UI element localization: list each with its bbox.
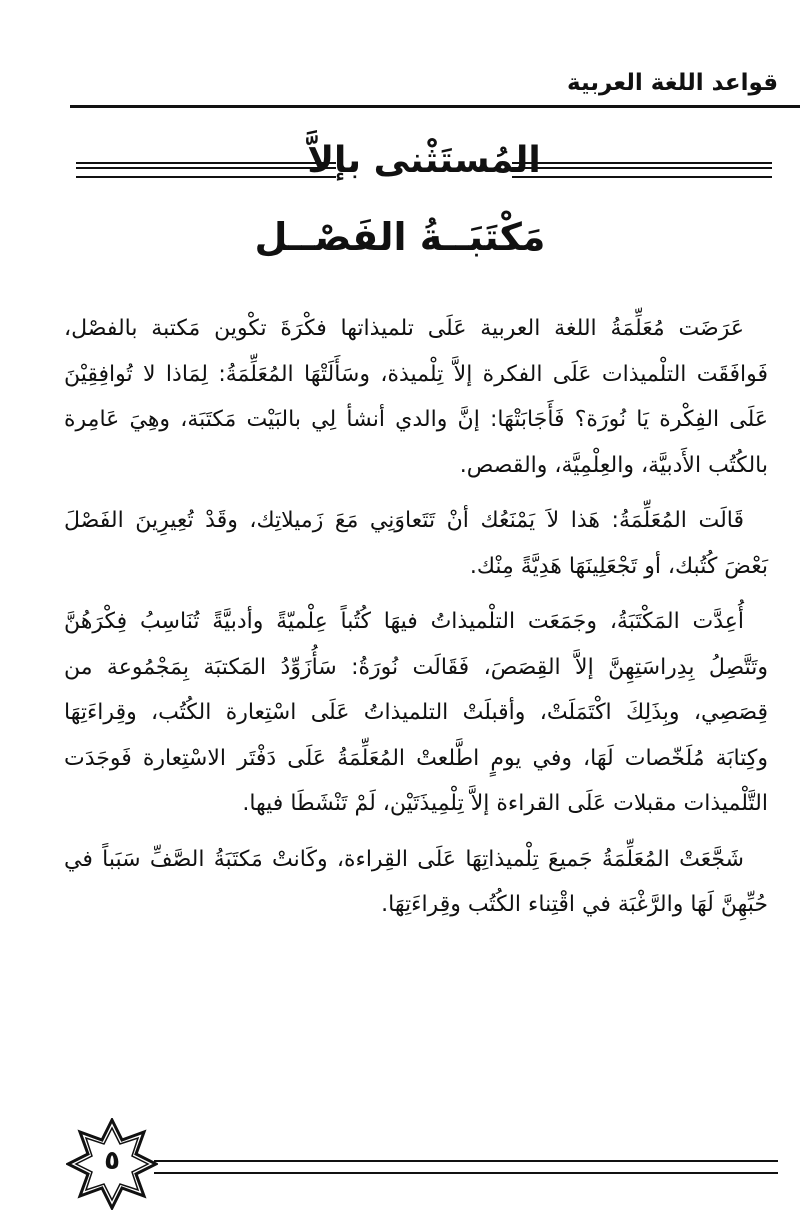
lesson-title: المُستَثْنى بإلاَّ [307, 140, 541, 181]
lesson-title-row [70, 140, 778, 190]
page-number: ٥ [104, 1146, 120, 1176]
page-footer [66, 1118, 778, 1208]
paragraph-3: أُعِدَّت المَكْتَبَةُ، وجَمَعَت التلْميذاتُ فيهَا كُتُباً عِلْميّةً وأدبيَّةً تُنَاسِبُ فِكْرَهُنَّ وتَتَّصِلُ بِدِراسَتِهِنَّ إلاَّ القِصَصَ، فَقَالَت نُورَةُ: سَأُزَوِّدُ المَكتبَة بِمَجْمُوعة من قِصَصِي، وبِذَلِكَ اكْتَمَلَتْ، وأقبلَتْ التلميذاتُ عَلَى اسْتِعارة الكُتُب، وقِراءَتِهَا وكِتابَة مُلَخّصات لَهَا، وفي يومٍ اطَّلعتْ المُعَلِّمَةُ عَلَى دَفْتَر الاسْتِعارة فَوجَدَت التَّلْميذات مقبلات عَلَى القراءة إلاَّ تِلْمِيذَتَيْن، لَمْ تَنْشَطَا فيها. [64, 609, 768, 816]
page-header [70, 66, 778, 106]
title-ornament-line-right [512, 162, 772, 178]
header-rule [70, 105, 800, 108]
paragraph-4: شَجَّعَتْ المُعَلِّمَةُ جَميعَ تِلْميذاتِهَا عَلَى القِراءة، وكَانتْ مَكتَبَةُ الصَّفِّ سَبَباً في حُبِّهِنَّ لَهَا والرَّغْبَة في اقْتِناء الكُتُب وقِراءَتِهَا. [64, 846, 768, 917]
lesson-subtitle: مَكْتَبَــةُ الفَصْــل [254, 215, 546, 259]
running-title: قواعد اللغة العربية [567, 70, 778, 96]
paragraph-2: قَالَت المُعَلِّمَةُ: هَذا لاَ يَمْنَعُك أنْ تَتَعاوَنِي مَعَ زَميلاتِك، وقَدْ تُعِيرِينَ الفَصْلَ بَعْضَ كُتُبك، أو تَجْعَلِينَهَا هَدِيَّةً مِنْك. [64, 508, 768, 579]
footer-rule [154, 1160, 778, 1174]
lesson-body [64, 306, 768, 938]
paragraph-1: عَرَضَت مُعَلِّمَةُ اللغة العربية عَلَى تلميذاتها فكْرَةَ تكْوين مَكتبة بالفصْل، فَوافَقَت التلْميذات عَلَى الفكرة إلاَّ تِلْميذة، وسَأَلَتْهَا المُعَلِّمَةُ: لِمَاذا لا تُوافِقِيْنَ عَلَى الفِكْرة يَا نُورَة؟ فَأَجَابَتْهَا: إنَّ والدي أنشأ لِي بالبَيْت مَكتَبَة، وهِيَ عَامِرة بالكُتُب الأَدبيَّة، والعِلْمِيَّة، والقصص. [64, 316, 768, 478]
